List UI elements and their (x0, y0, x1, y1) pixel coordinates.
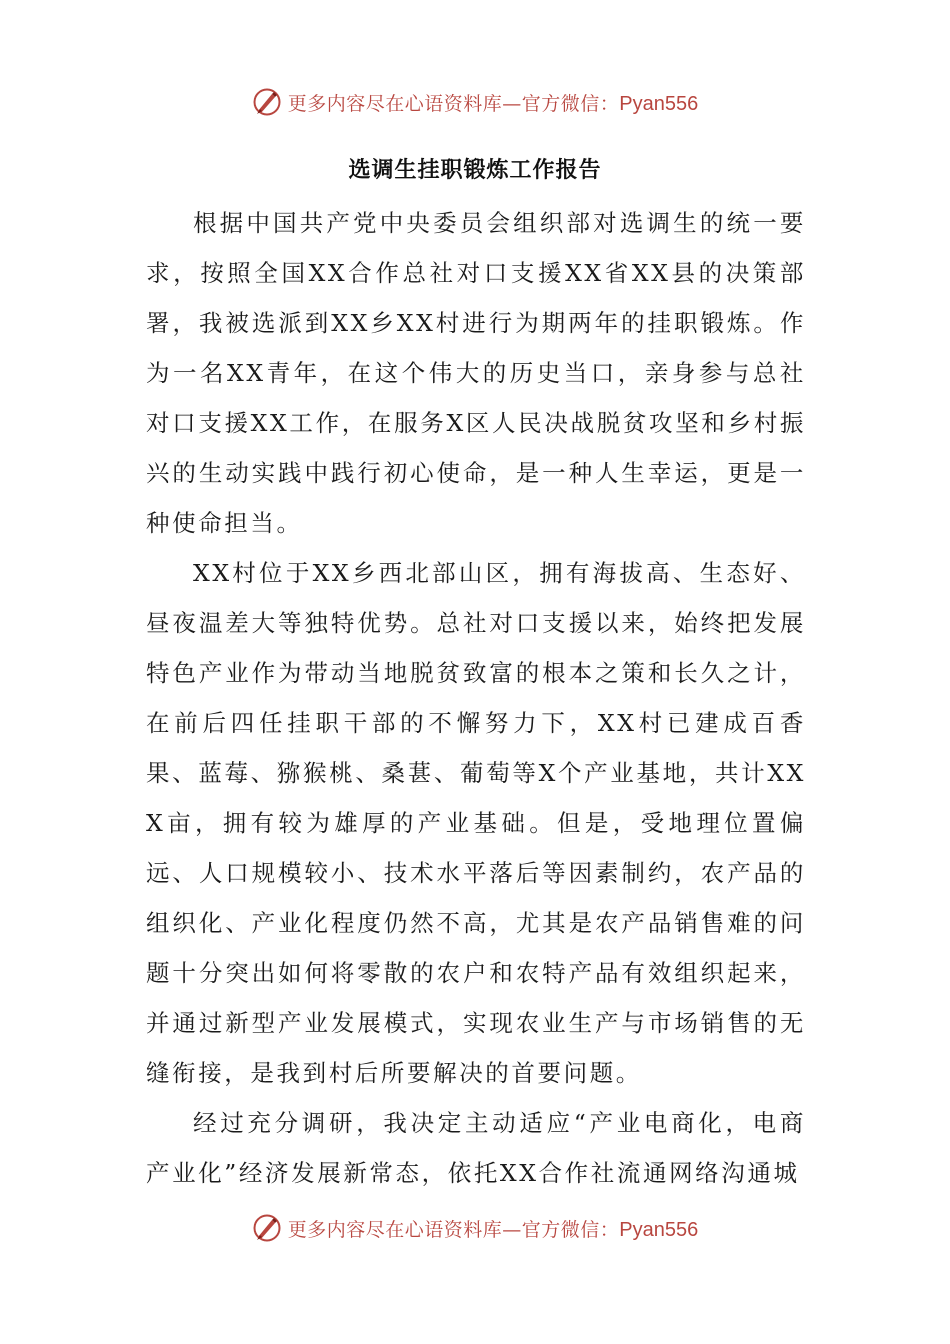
document-body (146, 198, 806, 1198)
banner-wechat-id: Pyan556 (619, 1218, 699, 1241)
pen-logo-icon (252, 87, 282, 117)
banner-text (288, 89, 698, 116)
banner-text (288, 1215, 698, 1242)
banner-slogan: 更多内容尽在心语资料库—官方微信： (287, 92, 620, 115)
document-title: 选调生挂职锻炼工作报告 (348, 158, 602, 183)
paragraph-3: 经过充分调研，我决定主动适应“产业电商化，电商产业化”经济发展新常态，依托XX合作社流通网络沟通城 (146, 1109, 806, 1187)
footer-banner (0, 1208, 950, 1248)
banner-wechat-id: Pyan556 (619, 92, 699, 115)
paragraph-2: XX村位于XX乡西北部山区，拥有海拔高、生态好、昼夜温差大等独特优势。总社对口支援以来，始终把发展特色产业作为带动当地脱贫致富的根本之策和长久之计，在前后四任挂职干部的不懈努力下，XX村已建成百香果、蓝莓、猕猴桃、桑葚、葡萄等X个产业基地，共计XXX亩，拥有较为雄厚的产业基础。但是，受地理位置偏远、人口规模较小、技术水平落后等因素制约，农产品的组织化、产业化程度仍然不高，尤其是农产品销售难的问题十分突出如何将零散的农户和农特产品有效组织起来，并通过新型产业发展模式，实现农业生产与市场销售的无缝衔接，是我到村后所要解决的首要问题。 (146, 559, 806, 1087)
header-banner (0, 82, 950, 122)
paragraph-1: 根据中国共产党中央委员会组织部对选调生的统一要求，按照全国XX合作总社对口支援XX省XX县的决策部署，我被选派到XX乡XX村进行为期两年的挂职锻炼。作为一名XX青年，在这个伟大的历史当口，亲身参与总社对口支援XX工作，在服务X区人民决战脱贫攻坚和乡村振兴的生动实践中践行初心使命，是一种人生幸运，更是一种使命担当。 (146, 209, 806, 537)
banner-slogan: 更多内容尽在心语资料库—官方微信： (287, 1218, 620, 1241)
pen-logo-icon (252, 1213, 282, 1243)
